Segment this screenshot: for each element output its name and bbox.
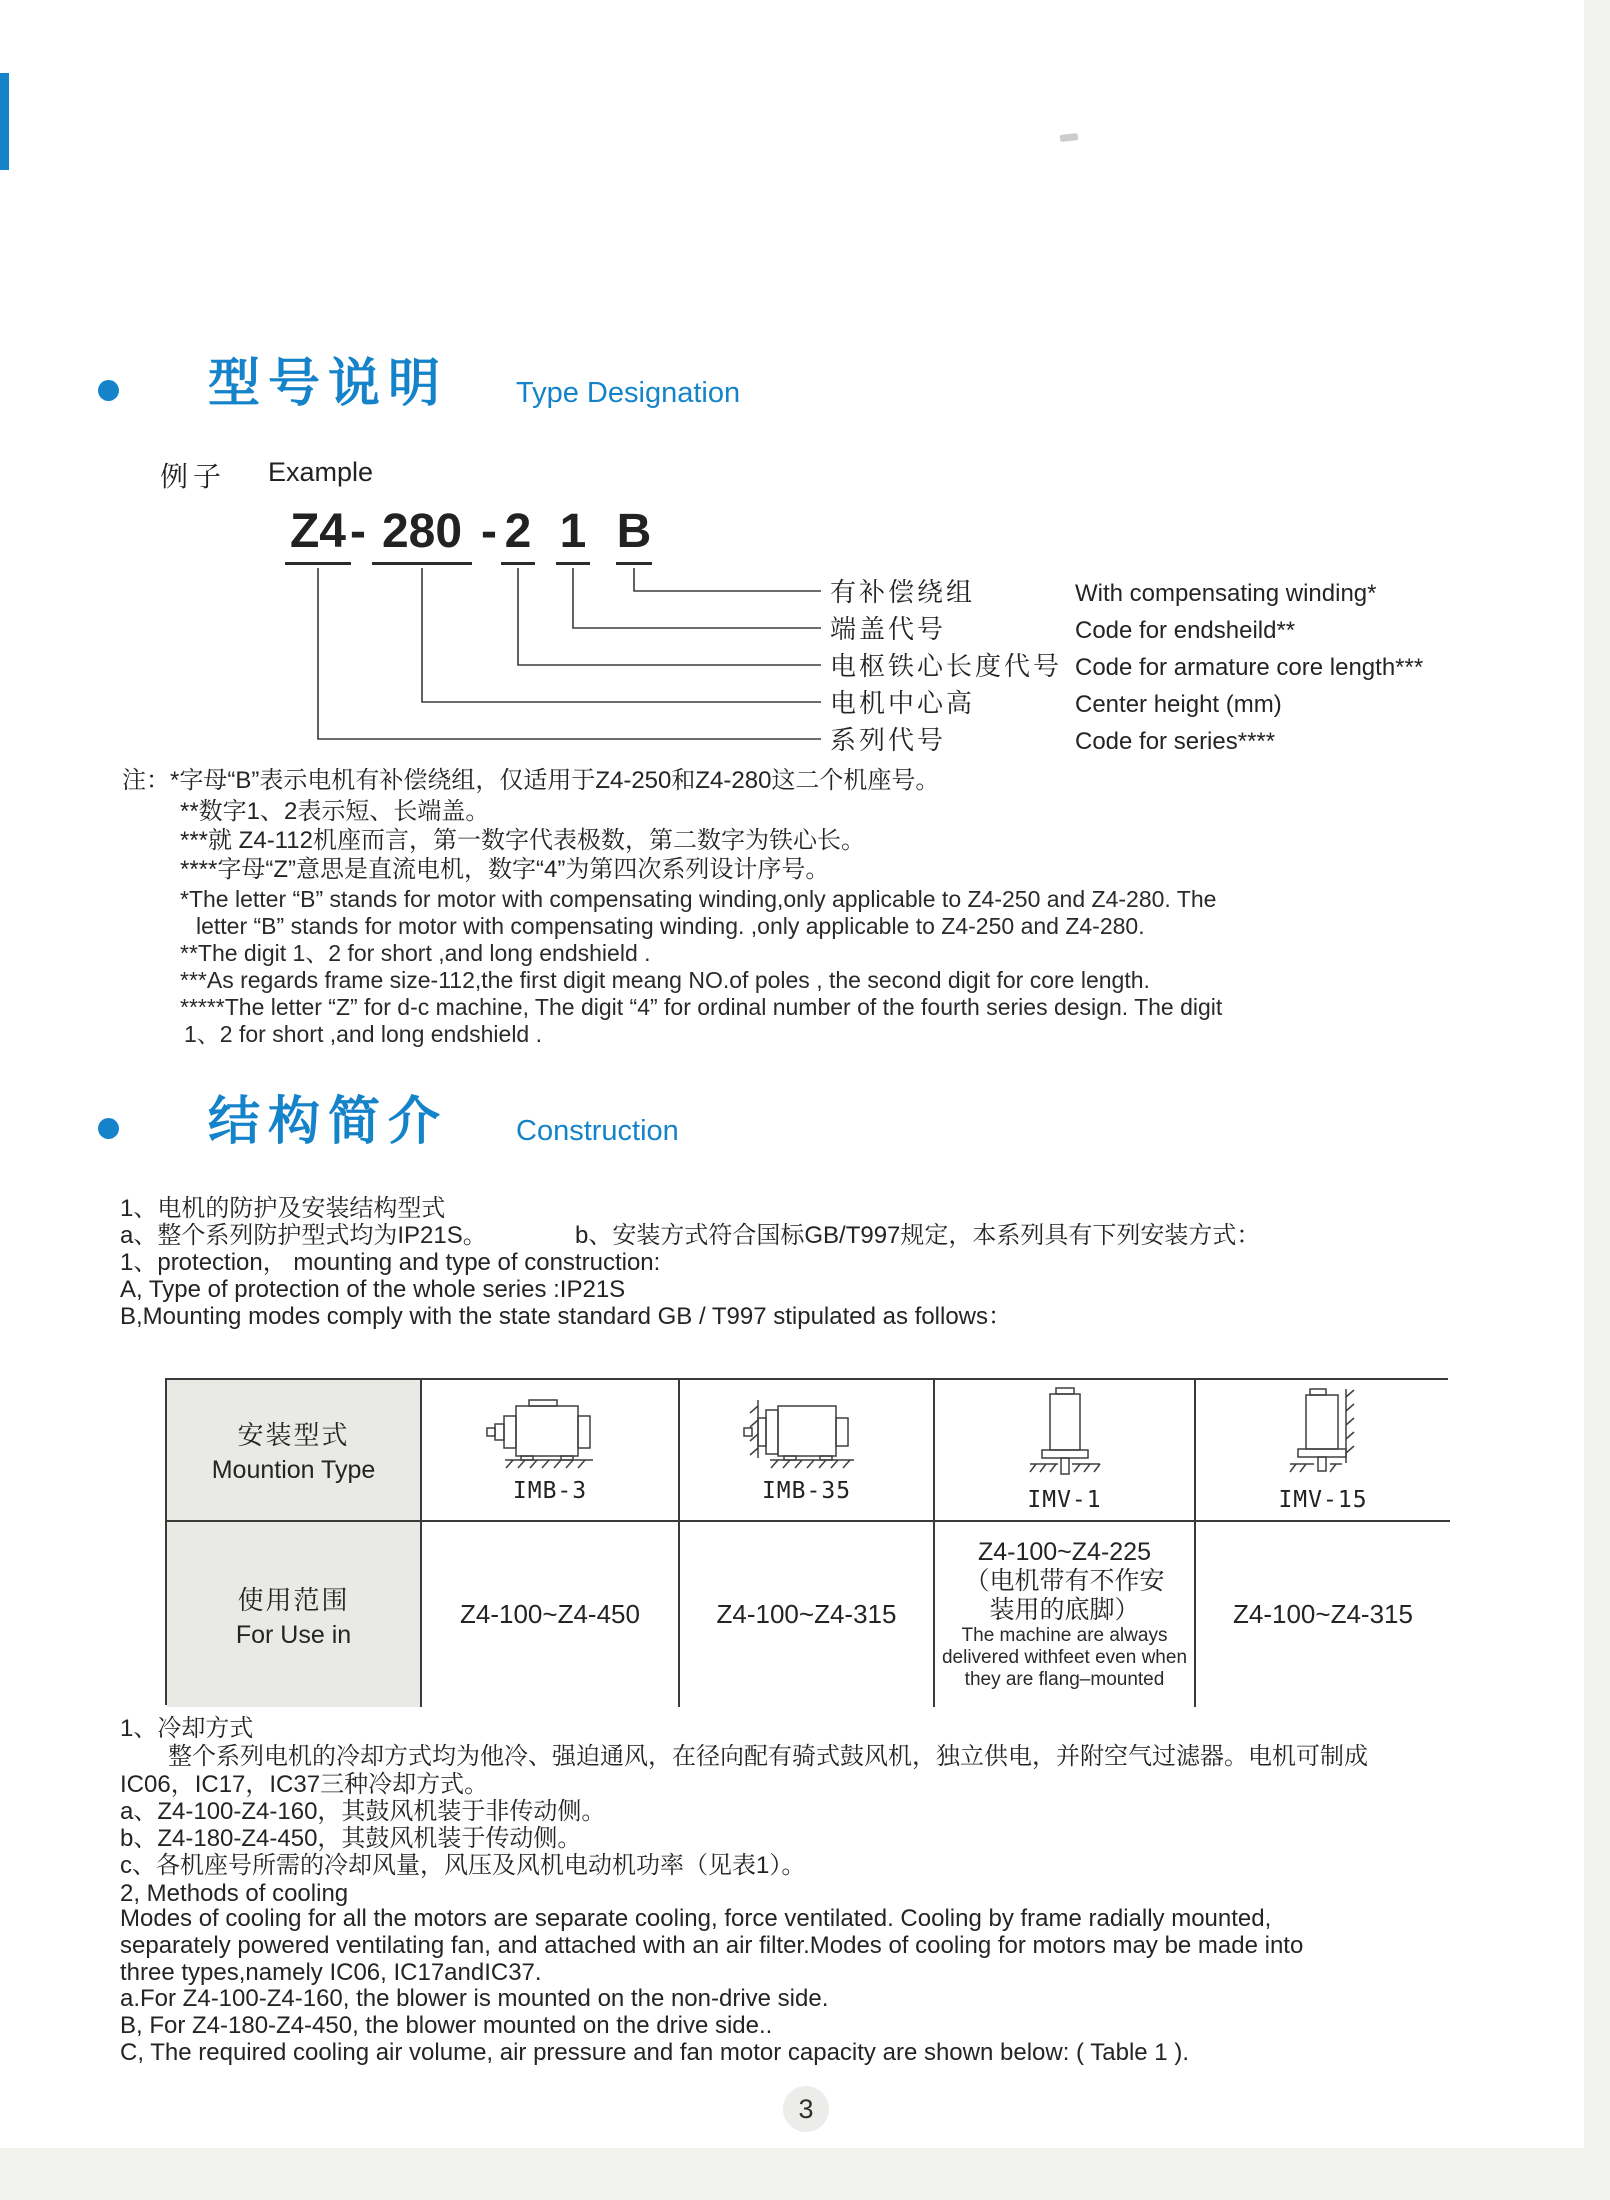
callout-zh: 系列代号 [830, 725, 947, 755]
cooling-line: Modes of cooling for all the motors are separate cooling, force ventilated. Cooling by frame radially mounted, [120, 1905, 1272, 1932]
callout-zh: 有补偿绕组 [830, 577, 976, 607]
use-range: Z4-100~Z4-315 [1233, 1599, 1413, 1629]
cooling-line: a.For Z4-100-Z4-160, the blower is mounted on the non-drive side. [120, 1985, 829, 2012]
construction-line: 1、电机的防护及安装结构型式 [120, 1195, 446, 1222]
section-title-construction-en: Construction [516, 1115, 679, 1147]
mounting-type-label-en: Mountion Type [211, 1456, 376, 1484]
use-note-zh: 装用的底脚） [989, 1596, 1140, 1624]
cooling-line: 1、冷却方式 [120, 1715, 254, 1742]
mounting-caption: IMB-35 [761, 1478, 852, 1504]
cooling-line: a、Z4-100-Z4-160，其鼓风机装于非传动侧。 [120, 1798, 606, 1825]
use-range: Z4-100~Z4-450 [460, 1599, 640, 1629]
table-cell-imv15 [1196, 1380, 1450, 1522]
note-line: 1、2 for short ,and long endshield . [184, 1021, 543, 1047]
note-line: ****字母“Z”意思是直流电机，数字“4”为第四次系列设计序号。 [180, 856, 830, 883]
note-line: letter “B” stands for motor with compensating winding. ,only applicable to Z4-250 and Z4-280. [196, 913, 1145, 939]
imv15-mounting-diagram-icon [1282, 1387, 1364, 1483]
use-range: Z4-100~Z4-225 [977, 1538, 1151, 1566]
cooling-line: B, For Z4-180-Z4-450, the blower mounted on the drive side.. [120, 2012, 773, 2039]
mounting-caption: IMV-1 [1027, 1487, 1102, 1513]
construction-line: 1、protection， mounting and type of construction: [120, 1249, 661, 1276]
construction-line: b、安装方式符合国标GB/T997规定，本系列具有下列安装方式： [575, 1222, 1261, 1249]
callout-zh: 电机中心高 [830, 688, 976, 718]
cooling-line: C, The required cooling air volume, air pressure and fan motor capacity are shown below: ( Table 1 ). [120, 2039, 1189, 2066]
page-edge-bottom [0, 2148, 1610, 2200]
mounting-caption: IMV-15 [1278, 1487, 1368, 1513]
callout-en: Code for endsheild** [1075, 617, 1296, 644]
note-line: ***As regards frame size-112,the first digit meang NO.of poles , the second digit for core length. [180, 967, 1150, 993]
code-segment-endshield: 1 [556, 508, 590, 565]
imb35-mounting-diagram-icon [742, 1396, 872, 1474]
example-label-en: Example [268, 457, 374, 487]
note-line: 注：*字母“B”表示电机有补偿绕组，仅适用于Z4-250和Z4-280这二个机座号。 [122, 767, 940, 794]
cooling-line: c、各机座号所需的冷却风量，风压及风机电动机功率（见表1）。 [120, 1852, 806, 1879]
cooling-line: three types,namely IC06, IC17andIC37. [120, 1959, 542, 1986]
table-header-for-use-in [167, 1522, 422, 1707]
callout-en: Code for series**** [1075, 728, 1276, 755]
callout-en: Center height (mm) [1075, 691, 1282, 718]
table-cell-imb35 [680, 1380, 935, 1522]
table-cell-use-imv15 [1196, 1522, 1450, 1707]
note-line: ***就 Z4-112机座而言，第一数字代表极数，第二数字为铁心长。 [180, 827, 865, 854]
section-bullet-icon [98, 1118, 119, 1139]
table-cell-imv1 [935, 1380, 1196, 1522]
code-segment-height: 280 [372, 508, 472, 565]
callout-zh: 端盖代号 [830, 614, 947, 644]
page-number-badge [783, 2086, 829, 2132]
callout-zh: 电枢铁心长度代号 [830, 651, 1063, 681]
table-cell-imb3 [422, 1380, 680, 1522]
use-note-en: delivered withfeet even when [941, 1647, 1188, 1668]
code-segment-core: 2 [501, 508, 535, 565]
cooling-line: b、Z4-180-Z4-450，其鼓风机装于传动侧。 [120, 1825, 582, 1852]
left-margin-blue-bar [0, 73, 9, 170]
section-bullet-icon [98, 380, 119, 401]
section-title-type-designation-en: Type Designation [516, 377, 741, 409]
use-note-en: they are flang–mounted [964, 1669, 1165, 1690]
mounting-caption: IMB-3 [512, 1478, 588, 1504]
section-title-type-designation-zh: 型号说明 [208, 355, 449, 413]
cooling-line: IC06，IC17，IC37三种冷却方式。 [120, 1771, 489, 1798]
code-segment-winding: B [616, 508, 652, 565]
use-range: Z4-100~Z4-315 [716, 1599, 897, 1629]
page-number: 3 [798, 2093, 814, 2124]
callout-en: With compensating winding* [1075, 580, 1377, 607]
for-use-in-label-en: For Use in [235, 1620, 352, 1649]
cooling-line: 整个系列电机的冷却方式均为他冷、强迫通风，在径向配有骑式鼓风机，独立供电，并附空气过滤器。电机可制成 [168, 1743, 1368, 1770]
construction-line: A, Type of protection of the whole series :IP21S [120, 1276, 626, 1303]
note-line: **数字1、2表示短、长端盖。 [180, 798, 490, 825]
mounting-type-label-zh: 安装型式 [237, 1420, 350, 1450]
construction-line: a、整个系列防护型式均为IP21S。 [120, 1222, 487, 1249]
use-note-zh: （电机带有不作安 [964, 1567, 1165, 1595]
code-hyphen: - [481, 505, 497, 558]
code-hyphen: - [350, 505, 366, 558]
mounting-type-table [165, 1378, 1448, 1705]
callout-en: Code for armature core length*** [1075, 654, 1424, 681]
scan-artifact-dash [1060, 133, 1079, 142]
note-line: *The letter “B” stands for motor with compensating winding,only applicable to Z4-250 and Z4-280. The [180, 886, 1217, 912]
note-line: *****The letter “Z” for d-c machine, The digit “4” for ordinal number of the fourth series design. The digit [180, 994, 1223, 1020]
cooling-line: separately powered ventilating fan, and attached with an air filter.Modes of cooling for motors may be made into [120, 1932, 1304, 1959]
imv1-mounting-diagram-icon [1024, 1387, 1106, 1483]
cooling-line: 2, Methods of cooling [120, 1880, 349, 1907]
table-cell-use-imv1 [935, 1522, 1196, 1707]
page-edge-right [1584, 0, 1610, 2200]
section-title-construction-zh: 结构简介 [208, 1093, 449, 1151]
imb3-mounting-diagram-icon [485, 1396, 615, 1474]
table-cell-use-imb35 [680, 1522, 935, 1707]
for-use-in-label-zh: 使用范围 [237, 1584, 350, 1615]
table-cell-use-imb3 [422, 1522, 680, 1707]
example-label-zh: 例子 [160, 461, 227, 492]
table-header-mounting-type [167, 1380, 422, 1522]
use-note-en: The machine are always [961, 1625, 1168, 1646]
note-line: **The digit 1、2 for short ,and long endshield . [180, 940, 651, 966]
code-segment-series: Z4 [285, 508, 351, 565]
construction-line: B,Mounting modes comply with the state standard GB / T997 stipulated as follows： [120, 1303, 1013, 1330]
